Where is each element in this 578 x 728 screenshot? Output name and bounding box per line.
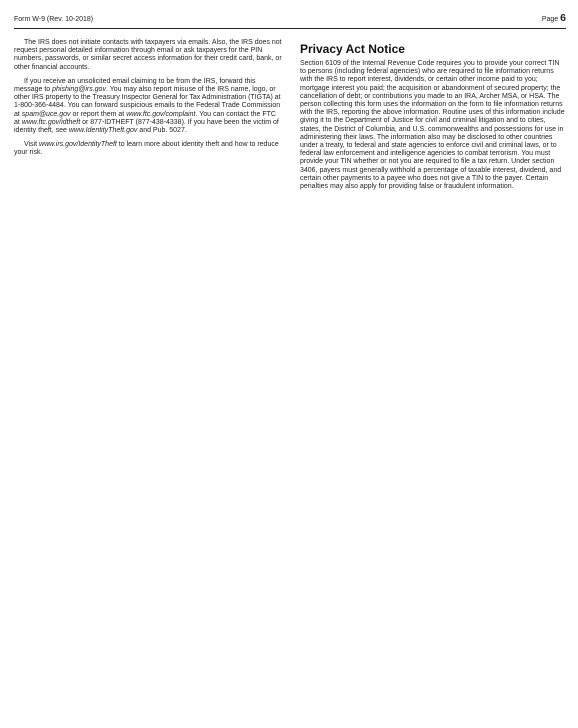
url-irs-identitytheft: www.irs.gov/IdentityTheft: [39, 141, 117, 149]
text-segment: If you receive an unsolicited email claiming to be from the IRS, forward this message to: [14, 77, 256, 94]
page-header: [14, 0, 566, 29]
page-number-value: 6: [560, 12, 566, 24]
text-segment: or report them at: [70, 110, 127, 118]
email-phishing: phishing@irs.gov: [52, 86, 106, 94]
url-ftc-idtheft: www.ftc.gov/idtheft: [21, 118, 81, 126]
email-spam: spam@uce.gov: [21, 110, 71, 118]
phishing-report-paragraph: [14, 78, 282, 135]
page-label: Page: [541, 16, 559, 23]
text-segment: Visit: [24, 141, 40, 149]
text-segment: and Pub. 5027.: [137, 127, 187, 135]
page-number: [542, 13, 566, 25]
irs-contact-paragraph: The IRS does not initiate contacts with taxpayers via emails. Also, the IRS does not request personal detailed information through email or ask taxpayers for the PIN numbers, passwords, or similar secret access information for their credit card, bank, or other financial accounts.: [14, 39, 282, 71]
right-column: [300, 42, 566, 197]
text-segment: to learn more about identity theft and how to reduce your risk.: [14, 141, 279, 157]
url-identitytheft-gov: www.IdentityTheft.gov: [68, 127, 138, 135]
privacy-act-heading: Privacy Act Notice: [300, 42, 405, 56]
left-column: [14, 39, 282, 164]
text-segment: . You may also report misuse of the IRS name, logo, or other IRS property to the Treasury Inspector General for Tax Administration (TIGTA) at 1-800-366-4484. You can forward suspicious emails to the Federal Trade Commission at: [14, 86, 281, 118]
identity-theft-paragraph: [14, 141, 282, 157]
form-identifier: Form W-9 (Rev. 10-2018): [14, 16, 94, 23]
url-ftc-complaint: www.ftc.gov/complaint: [126, 110, 196, 118]
privacy-act-body: Section 6109 of the Internal Revenue Code requires you to provide your correct TIN to persons (including federal agencies) who are required to file information returns with the IRS to report interest, dividends, or certain other income paid to you; mortgage interest you paid; the acquisition or abandonment of secured property; the cancellation of debt; or contributions you made to an IRA, Archer MSA, or HSA. The person collecting this form uses the information on the form to file information returns with the IRS, reporting the above information. Routine uses of this information include giving it to the Department of Justice for civil and criminal litigation and to cities, states, the District of Columbia, and U.S. commonwealths and possessions for use in administering their laws. The information also may be disclosed to other countries under a treaty, to federal and state agencies to enforce civil and criminal laws, or to federal law enforcement and intelligence agencies to combat terrorism. You must provide your TIN whether or not you are required to file a tax return. Under section 3406, payers must generally withhold a percentage of taxable interest, dividend, and certain other payments to a payee who does not give a TIN to the payer. Certain penalties may also apply for providing false or fraudulent information.: [300, 60, 565, 191]
text-segment: or 877-IDTHEFT (877-438-4338). If you have been the victim of identity theft, see: [14, 118, 279, 135]
text-segment: . You can contact the FTC at: [14, 110, 276, 126]
